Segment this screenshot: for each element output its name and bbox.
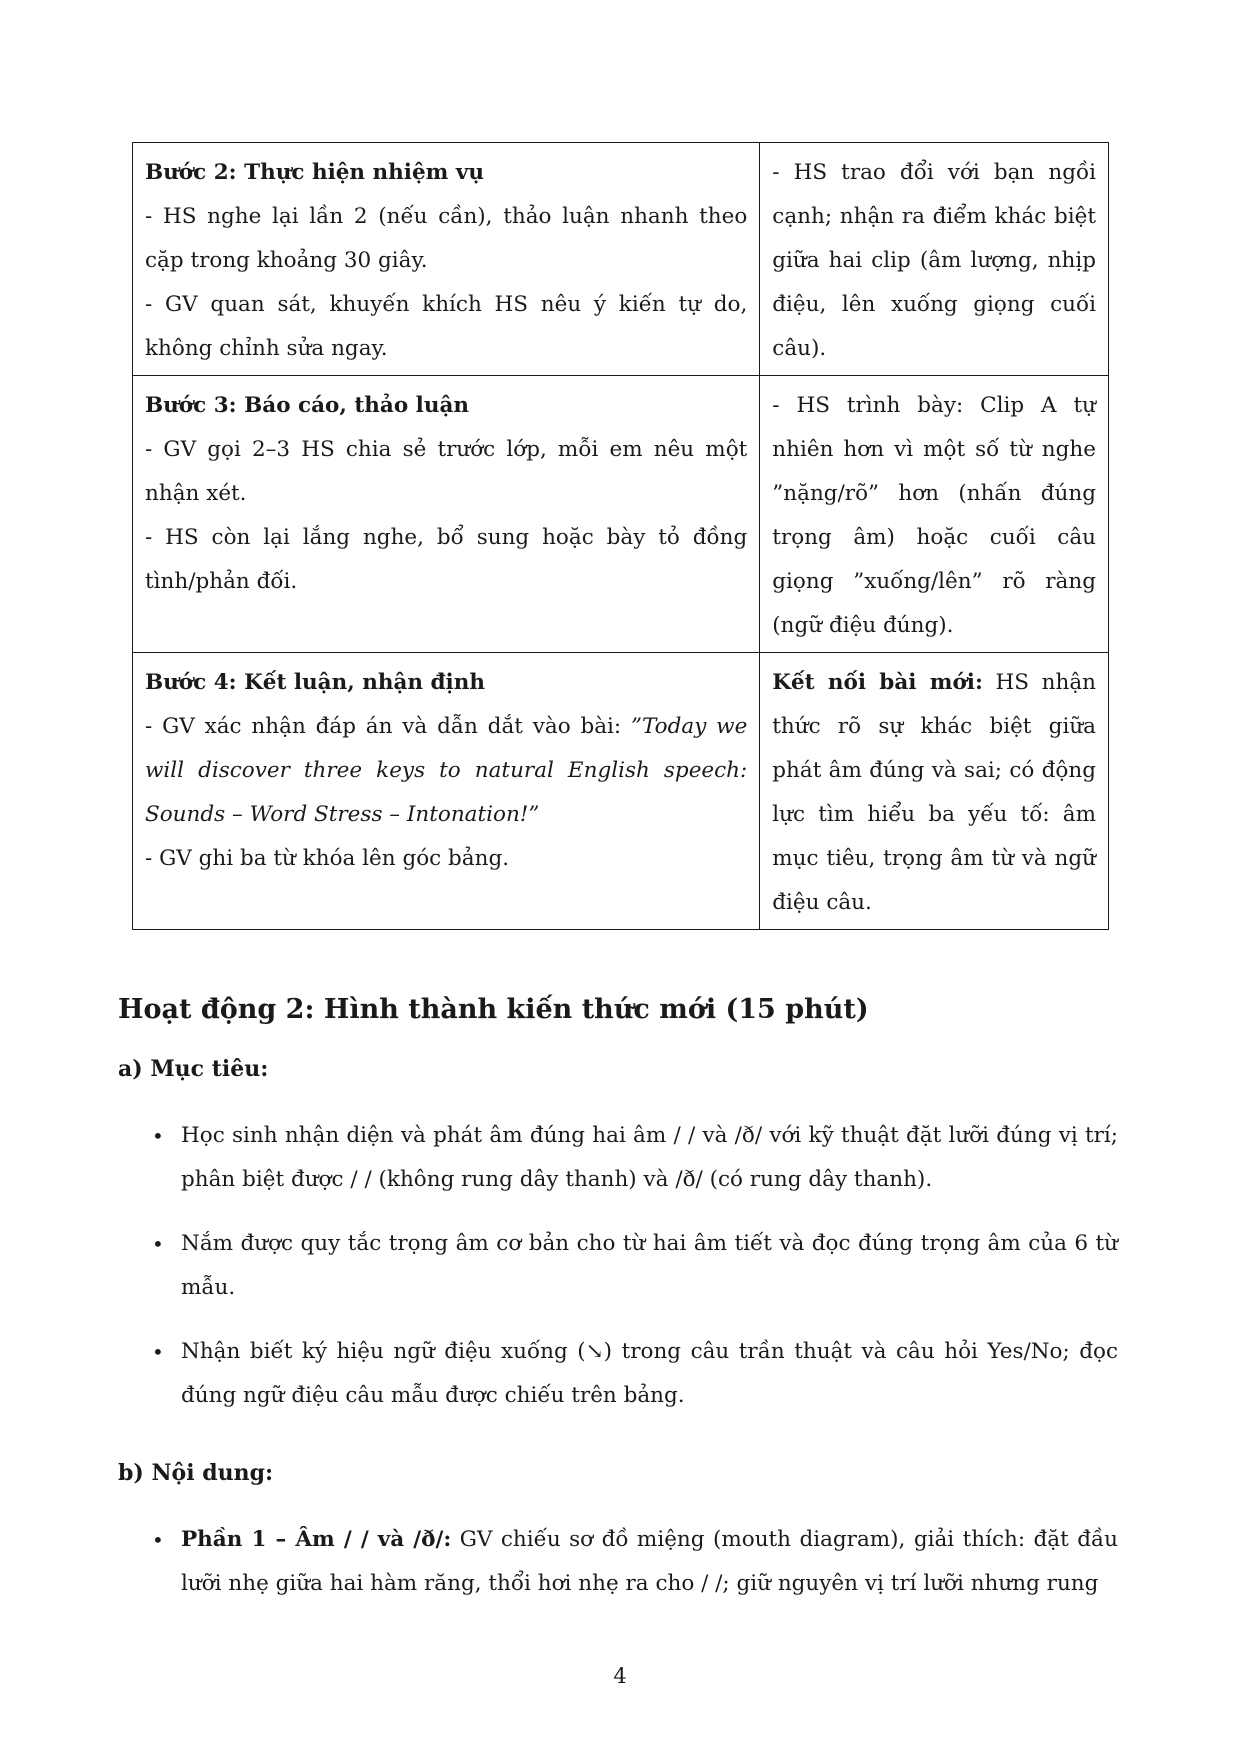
step-line: - HS nghe lại lần 2 (nếu cần), thảo luận nhanh theo cặp trong khoảng 30 giây. [145, 204, 748, 273]
bullet-icon: • [152, 1340, 164, 1364]
step-title: Bước 2: Thực hiện nhiệm vụ [145, 160, 485, 185]
list-item-text: GV chiếu sơ đồ miệng (mouth diagram), giải thích: đặt đầu lưỡi nhẹ giữa hai hàm răng, thổi hơi nhẹ ra cho / /; giữ nguyên vị trí lưỡi nhưng rung [181, 1527, 1118, 1596]
objectives-list [118, 1114, 1118, 1438]
step-title: Bước 3: Báo cáo, thảo luận [145, 393, 470, 418]
step-line: - HS còn lại lắng nghe, bổ sung hoặc bày tỏ đồng tình/phản đối. [145, 525, 748, 594]
table-row [133, 143, 1109, 376]
table-row [133, 376, 1109, 653]
connect-label: Kết nối bài mới: [772, 670, 983, 695]
table-cell [133, 143, 760, 376]
objectives-heading: a) Mục tiêu: [118, 1056, 269, 1082]
list-item-text: Nhận biết ký hiệu ngữ điệu xuống (↘) trong câu trần thuật và câu hỏi Yes/No; đọc đúng ngữ điệu câu mẫu được chiếu trên bảng. [181, 1339, 1118, 1408]
table-cell [133, 653, 760, 930]
bullet-icon: • [152, 1232, 164, 1256]
student-activity-text: - HS trao đổi với bạn ngồi cạnh; nhận ra điểm khác biệt giữa hai clip (âm lượng, nhịp điệu, lên xuống giọng cuối câu). [772, 160, 1096, 361]
step-line: - GV quan sát, khuyến khích HS nêu ý kiến tự do, không chỉnh sửa ngay. [145, 292, 748, 361]
list-item [118, 1114, 1118, 1202]
english-quote: ”Today we will discover three keys to natural English speech: Sounds – Word Stress – Intonation!” [145, 714, 748, 827]
bullet-icon: • [152, 1124, 164, 1148]
step-line [145, 705, 747, 837]
list-item [118, 1330, 1118, 1418]
activity-heading: Hoạt động 2: Hình thành kiến thức mới (15 phút) [118, 994, 869, 1025]
step-line: - GV ghi ba từ khóa lên góc bảng. [145, 846, 510, 871]
step-intro: - GV xác nhận đáp án và dẫn dắt vào bài: [145, 714, 631, 739]
steps-table [132, 142, 1109, 930]
table-cell [760, 143, 1109, 376]
step-line: - GV gọi 2–3 HS chia sẻ trước lớp, mỗi em nêu một nhận xét. [145, 437, 748, 506]
content-list [118, 1518, 1118, 1626]
student-activity-text: - HS trình bày: Clip A tự nhiên hơn vì một số từ nghe ”nặng/rõ” hơn (nhấn đúng trọng âm) hoặc cuối câu giọng ”xuống/lên” rõ ràng (ngữ điệu đúng). [772, 393, 1096, 638]
page-number: 4 [613, 1664, 627, 1688]
list-item [118, 1222, 1118, 1310]
student-activity-text [772, 661, 1096, 925]
content-heading: b) Nội dung: [118, 1460, 274, 1486]
table-cell [760, 376, 1109, 653]
bullet-icon: • [152, 1528, 164, 1552]
table-row [133, 653, 1109, 930]
table-cell [133, 376, 760, 653]
table-cell [760, 653, 1109, 930]
list-item-text: Nắm được quy tắc trọng âm cơ bản cho từ hai âm tiết và đọc đúng trọng âm của 6 từ mẫu. [181, 1231, 1118, 1300]
list-item-text: Học sinh nhận diện và phát âm đúng hai âm / / và /ð/ với kỹ thuật đặt lưỡi đúng vị trí; phân biệt được / / (không rung dây thanh) và /ð/ (có rung dây thanh). [181, 1123, 1118, 1192]
part-label: Phần 1 – Âm / / và /ð/: [181, 1527, 452, 1552]
connect-text: HS nhận thức rõ sự khác biệt giữa phát âm đúng và sai; có động lực tìm hiểu ba yếu tố: âm mục tiêu, trọng âm từ và ngữ điệu câu. [772, 670, 1096, 915]
list-item [118, 1518, 1118, 1606]
step-title: Bước 4: Kết luận, nhận định [145, 670, 485, 695]
